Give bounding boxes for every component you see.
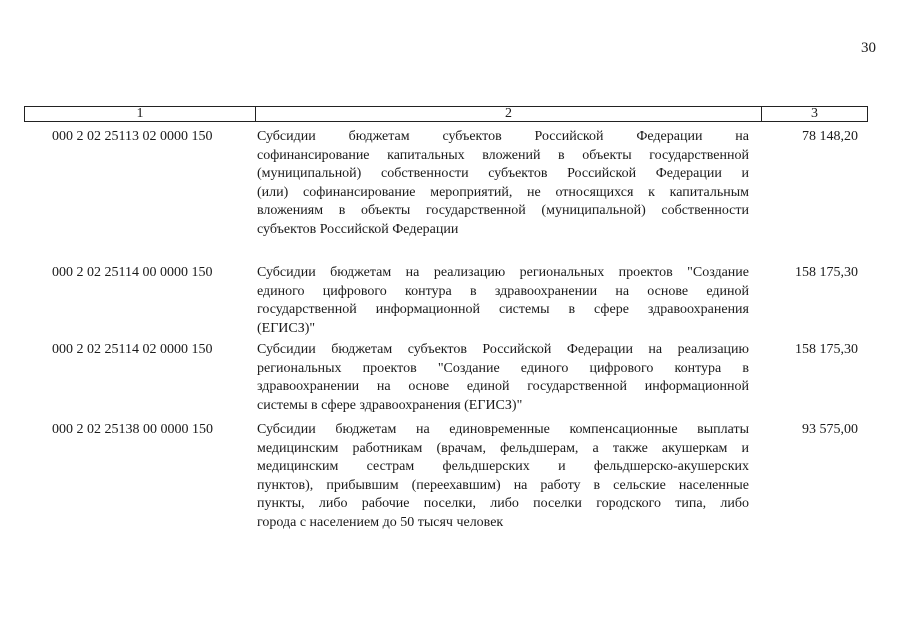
- amount: 158 175,30: [795, 265, 858, 280]
- description-line: медицинским сестрам фельдшерских и фельдшерско-акушерских: [257, 459, 749, 474]
- description-line: (или) софинансирование мероприятий, не относящихся к капитальным: [257, 184, 749, 200]
- header-column-2: 2: [256, 107, 762, 121]
- amount: 158 175,30: [795, 342, 858, 357]
- header-column-3: 3: [811, 106, 818, 121]
- description-line: города с населением до 50 тысяч человек: [257, 514, 504, 530]
- description-line: здравоохранении на основе единой государственной информационной: [257, 379, 749, 394]
- table-row: [24, 421, 868, 532]
- description: [254, 128, 759, 239]
- description-line: (муниципальной) собственности субъектов Российской Федерации и: [257, 166, 749, 181]
- description-line: (ЕГИСЗ)": [257, 320, 316, 336]
- description-line: медицинским работникам (врачам, фельдшерам, а также акушеркам и: [257, 440, 749, 456]
- description-line: субъектов Российской Федерации: [257, 221, 459, 237]
- description-line: софинансирование капитальных вложений в объекты государственной: [257, 147, 749, 163]
- description-line: пунктов), прибывшим (переехавшим) на работу в сельские населенные: [257, 477, 749, 493]
- budget-code: 000 2 02 25114 00 0000 150: [52, 265, 213, 280]
- description-line: государственной информационной системы в сфере здравоохранения: [257, 302, 749, 317]
- description-line: пункты, либо рабочие поселки, либо поселки городского типа, либо: [257, 496, 749, 511]
- table-row: [24, 341, 868, 415]
- description-line: региональных проектов "Создание единого цифрового контура в: [257, 360, 749, 376]
- header-column-1: 1: [25, 107, 256, 121]
- amount: 78 148,20: [802, 129, 858, 144]
- budget-code: 000 2 02 25114 02 0000 150: [52, 342, 213, 357]
- description-line: Субсидии бюджетам субъектов Российской Федерации на реализацию: [257, 342, 749, 357]
- description: [254, 264, 759, 338]
- description-line: системы в сфере здравоохранения (ЕГИСЗ)": [257, 397, 523, 413]
- description: [254, 421, 759, 532]
- description-line: Субсидии бюджетам на единовременные компенсационные выплаты: [257, 422, 749, 437]
- description: [254, 341, 759, 415]
- budget-code: 000 2 02 25138 00 0000 150: [52, 422, 213, 437]
- amount: 93 575,00: [802, 422, 858, 437]
- table-header: [24, 106, 868, 122]
- budget-code: 000 2 02 25113 02 0000 150: [52, 129, 213, 144]
- description-line: единого цифрового контура в здравоохранении на основе единой: [257, 283, 749, 299]
- description-line: вложениям в объекты государственной (муниципальной) собственности: [257, 203, 749, 218]
- page-number: 30: [861, 40, 876, 56]
- table-row: [24, 128, 868, 239]
- description-line: Субсидии бюджетам субъектов Российской Федерации на: [257, 129, 749, 144]
- description-line: Субсидии бюджетам на реализацию региональных проектов "Создание: [257, 265, 749, 280]
- table-row: [24, 264, 868, 338]
